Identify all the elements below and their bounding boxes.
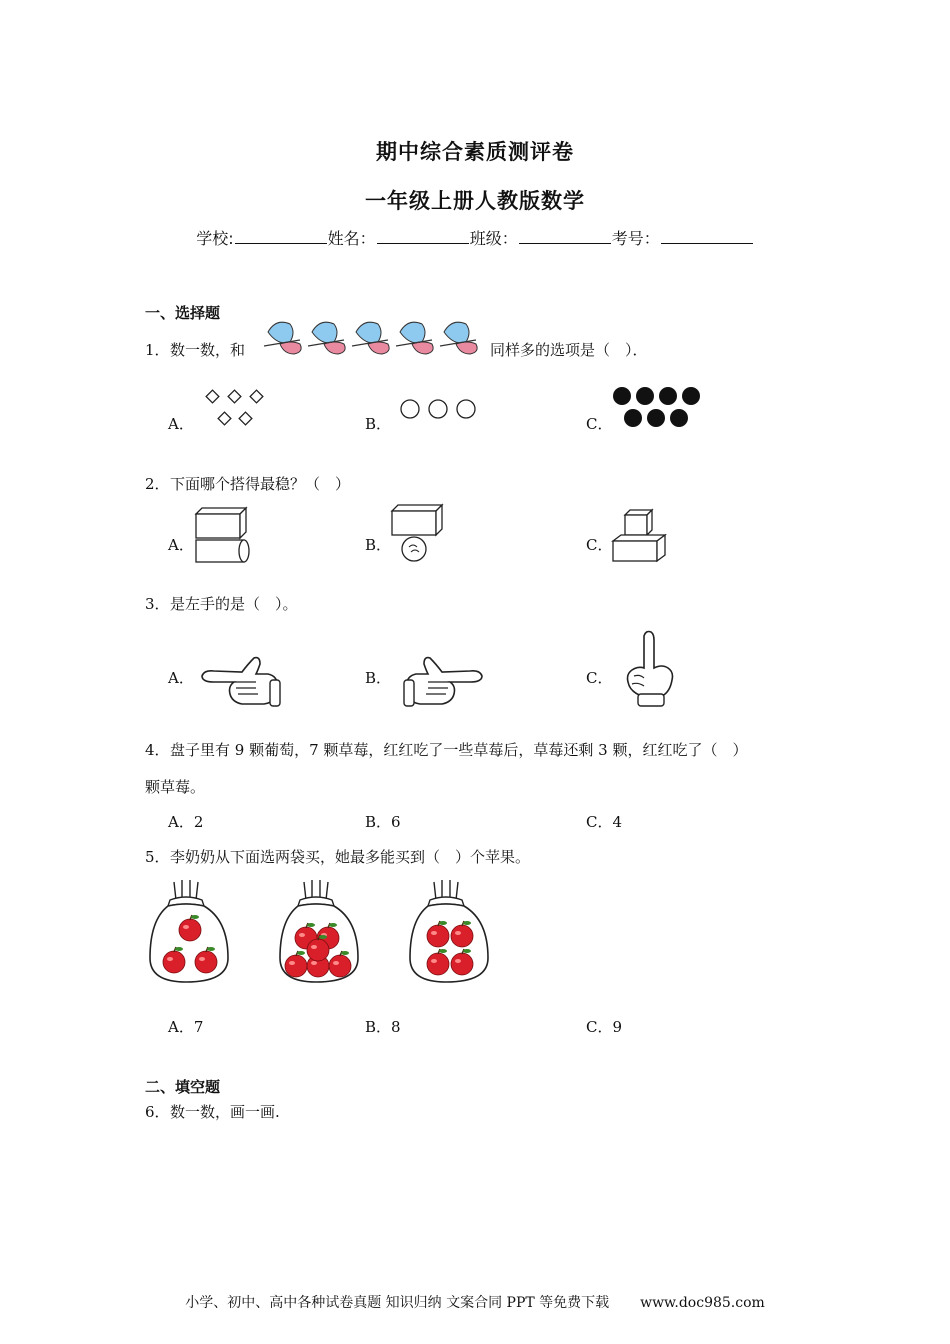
q3-option-b[interactable]: B．: [365, 669, 392, 687]
q6-number: 6．: [145, 1103, 170, 1121]
school-blank[interactable]: [235, 229, 327, 244]
bag-four-apples: [410, 880, 488, 982]
footer-url[interactable]: www.doc985.com: [640, 1295, 765, 1311]
bag-six-apples: [280, 880, 358, 982]
q3-option-b-hand-pointing-right-icon: [400, 652, 486, 710]
dot-shape: [670, 409, 688, 427]
q6-text: 数一数，画一画.: [170, 1103, 280, 1121]
dot-shape: [636, 387, 654, 405]
q3-text: 是左手的是（ ）。: [170, 595, 298, 613]
q2-option-a[interactable]: A．: [168, 536, 194, 554]
student-info-line: [0, 226, 950, 249]
q5-text: 李奶奶从下面选两袋买，她最多能买到（ ）个苹果。: [170, 848, 531, 866]
q1-text-after: 同样多的选项是（ ）．: [490, 341, 648, 359]
q4-number: 4．: [145, 741, 170, 759]
q3-option-a[interactable]: A．: [168, 669, 194, 687]
circle-shape: [429, 400, 447, 418]
section-choice-heading: 一、选择题: [145, 304, 221, 322]
exam-title: 期中综合素质测评卷: [376, 140, 574, 164]
q3-number: 3．: [145, 595, 170, 613]
q1-option-c[interactable]: C．: [586, 415, 613, 433]
q1-option-b[interactable]: B．: [365, 415, 392, 433]
exam-number-blank[interactable]: [661, 229, 753, 244]
q5-option-b[interactable]: B．8: [365, 1018, 401, 1036]
diamond-shape: [250, 390, 263, 403]
footer-text: 小学、初中、高中各种试卷真题 知识归纳 文案合同 PPT 等免费下载: [185, 1295, 610, 1311]
butterfly-icon: [308, 322, 345, 354]
diamond-shape: [218, 412, 231, 425]
q1-number: 1．: [145, 341, 170, 359]
class-label: 班级：: [469, 229, 518, 248]
class-blank[interactable]: [519, 229, 611, 244]
bag-three-apples: [150, 880, 228, 982]
butterfly-icon: [264, 322, 301, 354]
q2-number: 2．: [145, 475, 170, 493]
circle-shape: [457, 400, 475, 418]
q1-option-c-dots: [610, 385, 704, 431]
q2-option-a-cuboid-on-cylinder: [194, 506, 254, 564]
diamond-shape: [228, 390, 241, 403]
diamond-shape: [239, 412, 252, 425]
q2-option-c[interactable]: C．: [586, 536, 613, 554]
butterfly-icon: [440, 322, 477, 354]
diamond-shape: [206, 390, 219, 403]
dot-shape: [647, 409, 665, 427]
page-footer: [0, 1292, 950, 1312]
exam-number-label: 考号：: [611, 229, 660, 248]
q2-option-b-cuboid-on-ball: [390, 503, 448, 563]
q2-option-b[interactable]: B．: [365, 536, 392, 554]
dot-shape: [624, 409, 642, 427]
butterfly-icon: [352, 322, 389, 354]
q1-butterflies: [262, 318, 482, 360]
dot-shape: [613, 387, 631, 405]
q3-option-a-hand-pointing-left-icon: [198, 652, 284, 710]
q4-text-cont: 颗草莓。: [145, 778, 206, 796]
q5-option-a[interactable]: A．7: [168, 1018, 204, 1036]
q2-text: 下面哪个搭得最稳？（ ）: [170, 475, 351, 493]
exam-subtitle: 一年级上册人教版数学: [365, 189, 585, 213]
name-blank[interactable]: [377, 229, 469, 244]
q5-number: 5．: [145, 848, 170, 866]
circle-shape: [401, 400, 419, 418]
name-label: 姓名：: [327, 229, 376, 248]
q4-option-c[interactable]: C．4: [586, 813, 623, 831]
q1-option-a-diamonds: [204, 388, 268, 430]
q4-option-a[interactable]: A．2: [168, 813, 204, 831]
q2-option-c-small-on-large-cube: [611, 507, 667, 563]
q4-text: 盘子里有 9 颗葡萄，7 颗草莓，红红吃了一些草莓后，草莓还剩 3 颗，红红吃了（ ）: [170, 741, 748, 759]
school-label: 学校:: [196, 229, 234, 248]
dot-shape: [659, 387, 677, 405]
section-fill-heading: 二、填空题: [145, 1078, 221, 1096]
q1-text-before: 数一数，和: [170, 341, 246, 359]
dot-shape: [682, 387, 700, 405]
butterfly-icon: [396, 322, 433, 354]
q5-apple-bags: [142, 878, 502, 990]
q1-option-b-circles: [398, 397, 480, 421]
q5-option-c[interactable]: C．9: [586, 1018, 623, 1036]
q3-option-c-hand-pointing-up-icon: [618, 628, 682, 712]
q4-option-b[interactable]: B．6: [365, 813, 401, 831]
q1-option-a[interactable]: A．: [168, 415, 194, 433]
q3-option-c[interactable]: C．: [586, 669, 613, 687]
